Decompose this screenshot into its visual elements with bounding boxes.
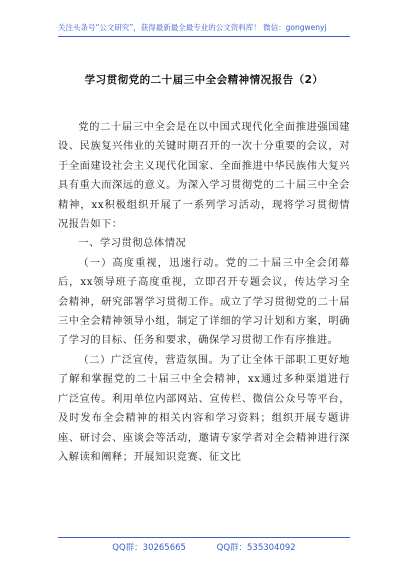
section-heading: 一、学习贯彻总体情况 bbox=[78, 238, 187, 250]
document-body bbox=[58, 118, 350, 467]
intro-paragraph: 党的二十届三中全会是在以中国式现代化全面推进强国建设、民族复兴伟业的关键时期召开的一次十分重要的会议，对于全面建设社会主义现代化国家、全面推进中华民族伟大复兴具有重大而深远的意义。为深入学习贯彻党的二十届三中全会精神，xx积极组织开展了一系列学习活动，现将学习贯彻情况报告如下： bbox=[58, 122, 350, 231]
document-title: 学习贯彻党的二十届三中全会精神情况报告（2） bbox=[84, 74, 324, 86]
footer bbox=[0, 541, 408, 553]
header-rule bbox=[58, 36, 350, 37]
top-banner: 关注头条号“公文研究”，获得最新最全最专业的公文资料库！ 微信：gongwenyj bbox=[58, 23, 327, 32]
footer-qq-group-1: QQ群：30265665 bbox=[112, 543, 186, 553]
footer-qq-group-2: QQ群：535304092 bbox=[216, 543, 296, 553]
paragraph-1: （一）高度重视，迅速行动。党的二十届三中全会闭幕后，xx领导班子高度重视，立即召开专题会议，传达学习全会精神，研究部署学习贯彻工作。成立了学习贯彻党的二十届三中全会精神领导小组，制定了详细的学习计划和方案，明确了学习的目标、任务和要求，确保学习贯彻工作有序推进。 bbox=[58, 257, 350, 347]
footer-rule bbox=[58, 537, 350, 538]
paragraph-2: （二）广泛宣传，营造氛围。为了让全体干部职工更好地了解和掌握党的二十届三中全会精神，xx通过多种渠道进行广泛宣传。利用单位内部网站、宣传栏、微信公众号等平台，及时发布全会精神的相关内容和学习资料；组织开展专题讲座、研讨会、座谈会等活动，邀请专家学者对全会精神进行深入解读和阐释；开展知识竞赛、征文比 bbox=[58, 354, 350, 463]
